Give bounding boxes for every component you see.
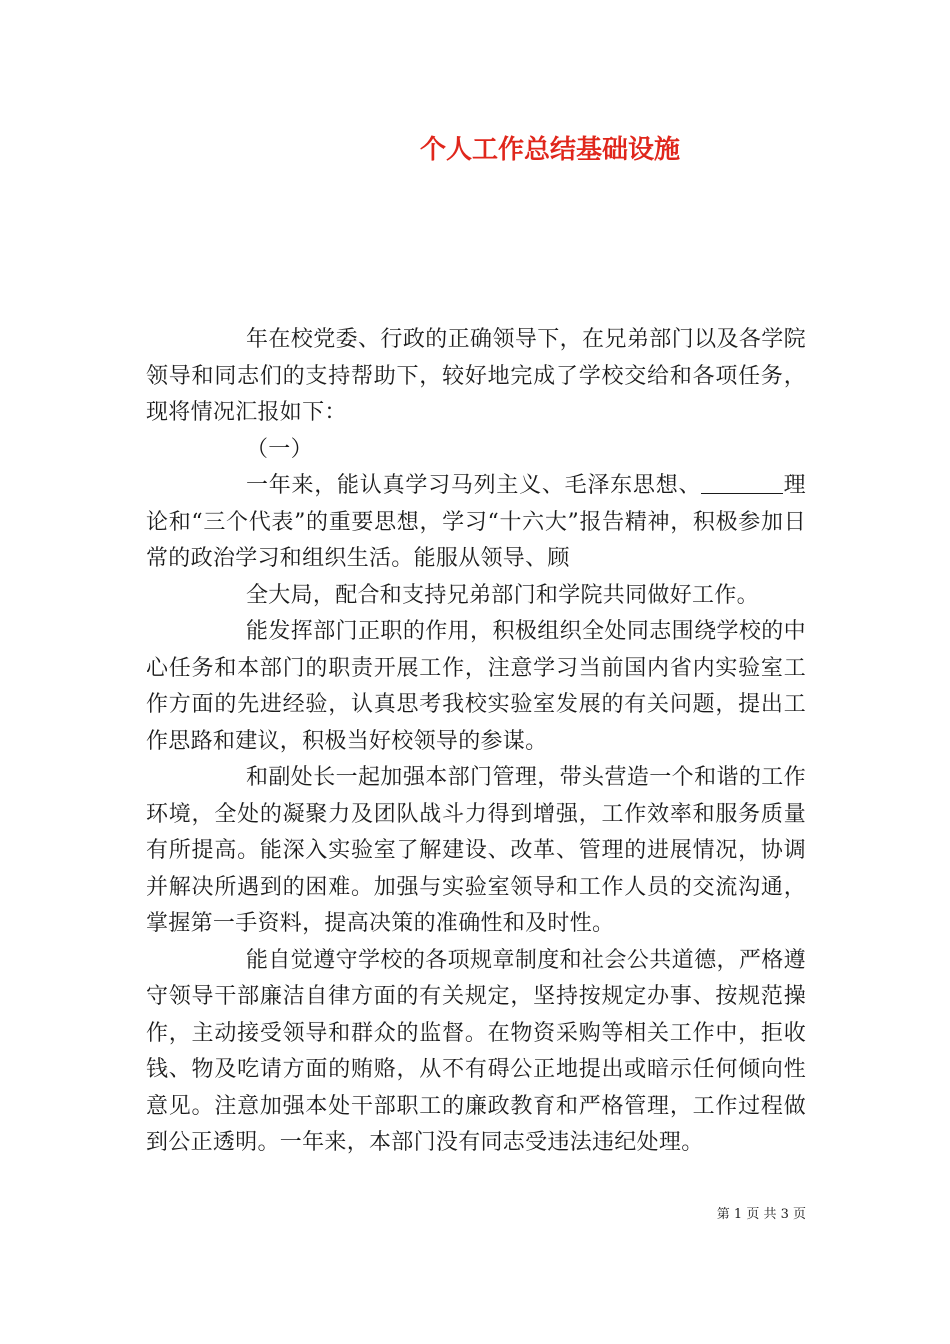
page-footer: 第 1 页 共 3 页 — [716, 1207, 806, 1222]
paragraph-overall: 全大局，配合和支持兄弟部门和学院共同做好工作。 — [246, 582, 759, 608]
paragraph-intro: 年在校党委、行政的正确领导下，在兄弟部门以及各学院领导和同志们的支持帮助下，较好地完成了学校交给和各项任务，现将情况汇报如下： — [146, 327, 806, 425]
document-title: 个人工作总结基础设施 — [419, 135, 680, 165]
paragraph-study — [146, 468, 806, 578]
section-heading-1: （一） — [246, 436, 313, 462]
paragraph-study-start: 一年来，能认真学习马列主义、毛泽东思想、 — [246, 473, 702, 498]
paragraph-role: 能发挥部门正职的作用，积极组织全处同志围绕学校的中心任务和本部门的职责开展工作，注意学习当前国内省内实验室工作方面的先进经验，认真思考我校实验室发展的有关问题，提出工作思路和建议，积极当好校领导的参谋。 — [146, 619, 806, 754]
blank-underline — [701, 473, 783, 494]
document-body — [146, 322, 806, 1162]
paragraph-integrity: 能自觉遵守学校的各项规章制度和社会公共道德，严格遵守领导干部廉洁自律方面的有关规定，坚持按规定办事、按规范操作，主动接受领导和群众的监督。在物资采购等相关工作中，拒收钱、物及吃请方面的贿赂，从不有碍公正地提出或暗示任何倾向性意见。注意加强本处干部职工的廉政教育和严格管理，工作过程做到公正透明。一年来，本部门没有同志受违法违纪处理。 — [146, 947, 806, 1155]
paragraph-management: 和副处长一起加强本部门管理，带头营造一个和谐的工作环境，全处的凝聚力及团队战斗力得到增强，工作效率和服务质量有所提高。能深入实验室了解建设、改革、管理的进展情况，协调并解决所遇到的困难。加强与实验室领导和工作人员的交流沟通，掌握第一手资料，提高决策的准确性和及时性。 — [146, 765, 806, 936]
paragraph-study-rest: 理论和“三个代表”的重要思想，学习“十六大”报告精神，积极参加日常的政治学习和组织生活。能服从领导、顾 — [146, 473, 806, 571]
